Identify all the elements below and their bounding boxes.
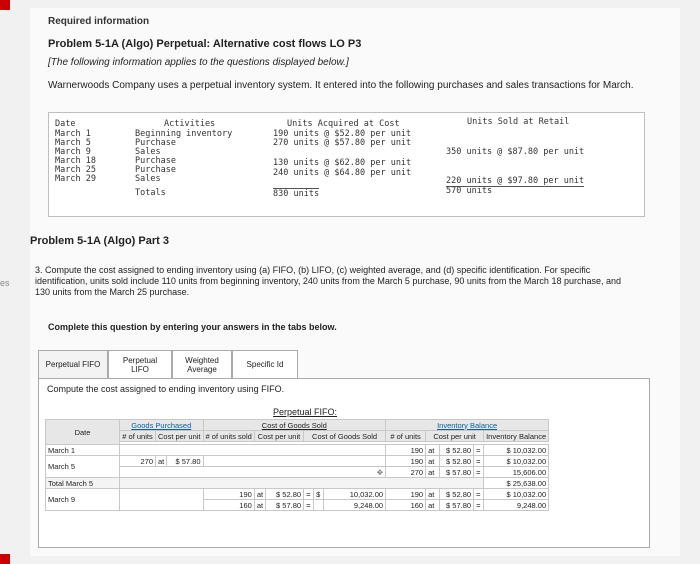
balance-units-input[interactable]: 160 bbox=[386, 500, 426, 511]
transactions-box bbox=[48, 112, 645, 217]
row-label: March 9 bbox=[46, 489, 120, 511]
instruction-text: Complete this question by entering your answers in the tabs below. bbox=[48, 322, 337, 332]
fifo-worksheet bbox=[38, 378, 650, 548]
row-acquired: 130 units @ $62.80 per unit bbox=[273, 158, 412, 168]
empty-cell bbox=[314, 500, 324, 511]
at-label: at bbox=[254, 500, 265, 511]
cogs-group-header bbox=[203, 420, 386, 431]
totals-label: Totals bbox=[135, 188, 166, 198]
table-row bbox=[46, 456, 549, 467]
empty-cell bbox=[120, 489, 204, 511]
dollar-sign: $ bbox=[314, 489, 324, 500]
worksheet-title: Perpetual FIFO: bbox=[273, 407, 338, 417]
sold-cpu-input[interactable]: $ 52.80 bbox=[266, 489, 304, 500]
inventory-balance-label: Inventory Balance bbox=[437, 420, 498, 430]
empty-cell bbox=[203, 456, 386, 467]
totals-sold: 570 units bbox=[446, 186, 493, 196]
at-label: at bbox=[254, 489, 265, 500]
eq-sign: = bbox=[474, 445, 484, 456]
row-label: Total March 5 bbox=[46, 478, 120, 489]
cogs-header: Cost of Goods Sold bbox=[304, 431, 386, 442]
at-label: at bbox=[426, 445, 440, 456]
eq-sign: = bbox=[474, 489, 484, 500]
cogs-input[interactable]: 10,032.00 bbox=[324, 489, 386, 500]
row-date: March 29 bbox=[55, 174, 96, 184]
goods-purchased-label: Goods Purchased bbox=[131, 420, 192, 430]
sold-cpu-input[interactable]: $ 57.80 bbox=[266, 500, 304, 511]
tab-label: Perpetual LIFO bbox=[122, 355, 158, 374]
empty-cell bbox=[120, 445, 386, 456]
table-row bbox=[46, 467, 549, 478]
at-label: at bbox=[156, 456, 167, 467]
table-row bbox=[46, 445, 549, 456]
col-acquired-header: Units Acquired at Cost bbox=[287, 119, 400, 129]
eq-sign: = bbox=[474, 467, 484, 478]
row-activity: Purchase bbox=[135, 138, 176, 148]
eq-sign: = bbox=[304, 500, 314, 511]
balance-total-input[interactable]: $ 10,032.00 bbox=[484, 489, 549, 500]
at-label: at bbox=[426, 489, 440, 500]
side-label: es bbox=[0, 278, 10, 288]
move-handle-icon[interactable]: ✥ bbox=[376, 467, 384, 477]
balance-units-input[interactable]: 190 bbox=[386, 456, 426, 467]
tab-weighted-average[interactable] bbox=[172, 350, 232, 378]
inventory-balance-group-header bbox=[386, 420, 549, 431]
purchased-cpu-input[interactable]: $ 57.80 bbox=[167, 456, 203, 467]
cogs-title: Cost of Goods Sold bbox=[261, 420, 327, 430]
row-activity: Purchase bbox=[135, 156, 176, 166]
balance-cpu-input[interactable]: $ 52.80 bbox=[440, 445, 474, 456]
row-acquired: 270 units @ $57.80 per unit bbox=[273, 138, 412, 148]
balance-cpu-header: Cost per unit bbox=[426, 431, 484, 442]
eq-sign: = bbox=[304, 489, 314, 500]
total-balance-input[interactable]: $ 25,638.00 bbox=[484, 478, 549, 489]
balance-total-input[interactable]: $ 10,032.00 bbox=[484, 445, 549, 456]
row-acquired: 190 units @ $52.80 per unit bbox=[273, 129, 412, 139]
left-accent-bottom bbox=[0, 554, 10, 564]
sold-units-input[interactable]: 190 bbox=[203, 489, 254, 500]
tab-bar bbox=[38, 350, 298, 378]
row-activity: Beginning inventory bbox=[135, 129, 233, 139]
balance-units-header: # of units bbox=[386, 431, 426, 442]
row-date: March 1 bbox=[55, 129, 91, 139]
purchased-cpu-header: Cost per unit bbox=[156, 431, 204, 442]
sold-cpu-header: Cost per unit bbox=[254, 431, 303, 442]
date-header: Date bbox=[46, 420, 120, 445]
part-title: Problem 5-1A (Algo) Part 3 bbox=[30, 235, 169, 247]
at-label: at bbox=[426, 500, 440, 511]
table-row bbox=[46, 489, 549, 500]
tab-perpetual-fifo[interactable] bbox=[38, 350, 108, 378]
sold-units-input[interactable]: 160 bbox=[203, 500, 254, 511]
at-label: at bbox=[426, 467, 440, 478]
purchased-units-input[interactable]: 270 bbox=[120, 456, 156, 467]
worksheet-prompt: Compute the cost assigned to ending inventory using FIFO. bbox=[47, 384, 285, 394]
balance-cpu-input[interactable]: $ 52.80 bbox=[440, 456, 474, 467]
col-sold-header: Units Sold at Retail bbox=[467, 117, 570, 127]
empty-cell bbox=[120, 467, 386, 478]
row-activity: Sales bbox=[135, 174, 161, 184]
sold-units-header: # of units sold bbox=[203, 431, 254, 442]
balance-cpu-input[interactable]: $ 52.80 bbox=[440, 489, 474, 500]
tab-perpetual-lifo[interactable] bbox=[108, 350, 172, 378]
balance-cpu-input[interactable]: $ 57.80 bbox=[440, 467, 474, 478]
col-activities-header: Activities bbox=[164, 119, 216, 129]
row-activity: Purchase bbox=[135, 165, 176, 175]
tab-label: Perpetual FIFO bbox=[45, 360, 101, 369]
tab-label: Specific Id bbox=[246, 360, 284, 369]
balance-total-input[interactable]: 9,248.00 bbox=[484, 500, 549, 511]
table-row bbox=[46, 478, 549, 489]
col-date-header: Date bbox=[55, 119, 76, 129]
info-note: [The following information applies to the questions displayed below.] bbox=[48, 57, 349, 68]
row-date: March 18 bbox=[55, 156, 96, 166]
empty-cell bbox=[120, 478, 484, 489]
eq-sign: = bbox=[474, 456, 484, 467]
balance-total-header: Inventory Balance bbox=[484, 431, 549, 442]
purchased-units-header: # of units bbox=[120, 431, 156, 442]
row-date: March 25 bbox=[55, 165, 96, 175]
balance-total-input[interactable]: 15,606.00 bbox=[484, 467, 549, 478]
balance-units-input[interactable]: 190 bbox=[386, 445, 426, 456]
row-date: March 5 bbox=[55, 138, 91, 148]
balance-units-input[interactable]: 190 bbox=[386, 489, 426, 500]
row-sold: 220 units @ $97.80 per unit bbox=[446, 176, 585, 186]
eq-sign: = bbox=[474, 500, 484, 511]
tab-specific-id[interactable] bbox=[232, 350, 298, 378]
balance-total-input[interactable]: $ 10,032.00 bbox=[484, 456, 549, 467]
balance-units-input[interactable]: 270 bbox=[386, 467, 426, 478]
row-label: March 5 bbox=[46, 456, 120, 478]
goods-purchased-header bbox=[120, 420, 204, 431]
row-label: March 1 bbox=[46, 445, 120, 456]
row-sold: 350 units @ $87.80 per unit bbox=[446, 147, 585, 157]
balance-cpu-input[interactable]: $ 57.80 bbox=[440, 500, 474, 511]
tab-label: Weighted Average bbox=[185, 355, 219, 374]
at-label: at bbox=[426, 456, 440, 467]
row-acquired: 240 units @ $64.80 per unit bbox=[273, 168, 412, 178]
row-activity: Sales bbox=[135, 147, 161, 157]
left-accent-top bbox=[0, 0, 10, 10]
totals-acquired: 830 units bbox=[273, 189, 320, 199]
part-question: 3. Compute the cost assigned to ending inventory using (a) FIFO, (b) LIFO, (c) weighted average, and (d) specific identification. For specific identification, units sold include 110 units from beginning inventory, 240 units from the March 5 purchase, 90 units from the March 18 purchase, and 130 units from the March 25 purchase. bbox=[35, 265, 621, 297]
required-info-heading: Required information bbox=[48, 16, 150, 27]
cogs-input[interactable]: 9,248.00 bbox=[324, 500, 386, 511]
intro-text: Warnerwoods Company uses a perpetual inventory system. It entered into the following purchases and sales transactions for March. bbox=[48, 80, 634, 91]
problem-title: Problem 5-1A (Algo) Perpetual: Alternative cost flows LO P3 bbox=[48, 38, 362, 50]
row-date: March 9 bbox=[55, 147, 91, 157]
fifo-table bbox=[45, 419, 549, 511]
